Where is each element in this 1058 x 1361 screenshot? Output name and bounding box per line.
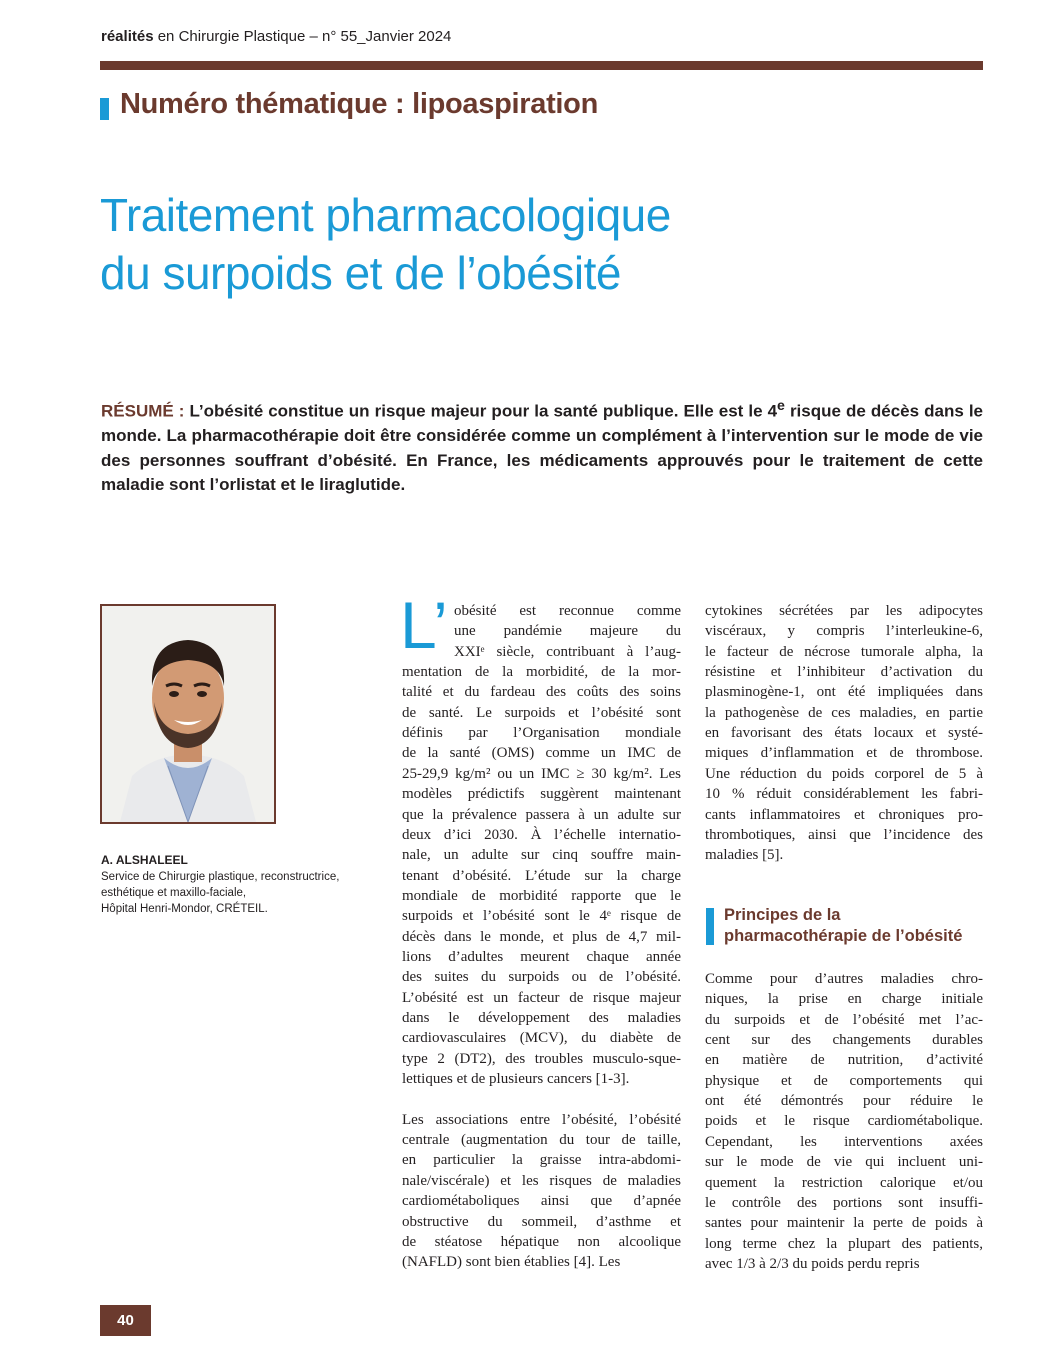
body-line: (NAFLD) sont bien établies [4]. Les <box>402 1254 621 1271</box>
body-line: XXIᵉ siècle, contribuant à l’aug- <box>454 643 681 660</box>
drop-cap: L’ <box>400 588 448 662</box>
body-line: mentation de la morbidité, de la mor- <box>402 664 681 681</box>
body-line: de santé. Le surpoids et l’obésité sont <box>402 704 681 721</box>
affiliation-line: esthétique et maxillo-faciale, <box>101 887 247 899</box>
subheading <box>724 905 962 947</box>
body-line: cardiométaboliques ainsi que d’apnée <box>402 1193 681 1210</box>
body-line: le contrôle des portions sont insuffi- <box>705 1194 983 1211</box>
journal-issue: en Chirurgie Plastique – n° 55_Janvier 2024 <box>153 28 452 45</box>
body-line: viscéraux, y compris l’interleukine-6, <box>705 623 983 640</box>
body-line: poids et le risque cardiométabolique. <box>705 1113 983 1130</box>
body-line: plasminogène-1, ont été impliquées dans <box>705 684 983 701</box>
body-line: centrale (augmentation du tour de taille, <box>402 1132 681 1149</box>
body-line: mondiale de morbidité rapporte que le <box>402 887 681 904</box>
body-line: décès dans le monde, et plus de 4,7 mil- <box>402 928 681 945</box>
body-line: long terme chez la plupart des patients, <box>705 1235 983 1252</box>
author-affiliation <box>101 869 371 917</box>
body-line: L’obésité est un facteur de risque majeur <box>402 989 681 1006</box>
body-line: cytokines sécrétées par les adipocytes <box>705 603 983 619</box>
subheading-marker <box>706 908 714 945</box>
page-number: 40 <box>100 1305 151 1336</box>
body-line: modèles prédictifs suggèrent maintenant <box>402 786 681 803</box>
body-line: cardiovasculaires (MCV), du diabète de <box>402 1030 681 1047</box>
body-line: deux d’ici 2030. À l’échelle internatio- <box>402 826 681 843</box>
body-line: nale/viscérale) et les risques de maladies <box>402 1172 681 1189</box>
body-line: que la prévalence passera à un adulte sur <box>402 806 681 823</box>
body-line: surpoids et l’obésité sont le 4ᵉ risque de <box>402 908 681 925</box>
body-line: définis par l’Organisation mondiale <box>402 725 681 742</box>
body-line: des suites du surpoids ou de l’obésité. <box>402 969 681 986</box>
author-portrait <box>100 604 276 824</box>
body-line: en favorisant des états locaux et systé- <box>705 725 983 742</box>
portrait-image <box>102 606 274 822</box>
body-line: obstructive du sommeil, d’asthme et <box>402 1213 681 1230</box>
abstract-sup: e <box>777 398 785 414</box>
body-line: type 2 (DT2), des troubles musculo-sque- <box>402 1050 681 1067</box>
body-line: une pandémie majeure du <box>454 623 681 640</box>
body-line: miques d’inflammation et de thrombose. <box>705 745 983 762</box>
running-header <box>101 28 983 45</box>
subheading-line-1: Principes de la <box>724 906 841 924</box>
section-marker <box>100 98 109 120</box>
body-line: nale, un adulte sur cinq souffre main- <box>402 847 681 864</box>
body-line: sur le mode de vie qui incluent uni- <box>705 1154 983 1171</box>
abstract-label: RÉSUMÉ : <box>101 401 185 421</box>
body-line: 25-29,9 kg/m² ou un IMC ≥ 30 kg/m². Les <box>402 765 681 782</box>
body-line: de stéatose hépatique non alcoolique <box>402 1233 681 1250</box>
author-name: A. ALSHALEEL <box>101 853 188 867</box>
body-line: physique et de comportements qui <box>705 1072 983 1089</box>
body-line: cants inflammatoires et chroniques pro- <box>705 806 983 823</box>
body-line: en matière de nutrition, d’activité <box>705 1052 983 1069</box>
body-line: Les associations entre l’obésité, l’obésité <box>402 1111 681 1128</box>
subheading-line-2: pharmacothérapie de l’obésité <box>724 927 963 945</box>
body-line: quement la restriction calorique et/ou <box>705 1174 983 1191</box>
section-label: Numéro thématique : lipoaspiration <box>120 88 599 120</box>
abstract-text-2: risque de décès dans le monde. La pharmacothérapie doit être considérée comme un complément à l’intervention sur le mode de vie des personnes souffrant d’obésité. En France, les médicaments approuvés pour le traitement de cette maladie sont l’orlistat et le liraglutide. <box>101 401 983 495</box>
body-line: dans le développement des maladies <box>402 1010 681 1026</box>
body-line: thrombotiques, ainsi que l’incidence des <box>705 826 983 843</box>
abstract-text-1: L’obésité constitue un risque majeur pour la santé publique. Elle est le 4 <box>184 401 778 421</box>
body-line: Comme pour d’autres maladies chro- <box>705 971 983 987</box>
body-line: niques, la prise en charge initiale <box>705 991 983 1008</box>
journal-brand: réalités <box>101 28 154 45</box>
body-line: lettiques et de plusieurs cancers [1-3]. <box>402 1071 630 1088</box>
body-line: le facteur de nécrose tumorale alpha, la <box>705 643 983 660</box>
body-line: obésité est reconnue comme <box>454 603 681 619</box>
body-line: maladies [5]. <box>705 847 784 864</box>
body-line: en particulier la graisse intra-abdomi- <box>402 1152 681 1169</box>
title-line-2: du surpoids et de l’obésité <box>100 247 621 299</box>
body-line: la pathogenèse de ces maladies, en partie <box>705 704 983 721</box>
body-line: avec 1/3 à 2/3 du poids perdu repris <box>705 1255 920 1272</box>
body-line: Une réduction du poids corporel de 5 à <box>705 765 983 782</box>
affiliation-line: Hôpital Henri-Mondor, CRÉTEIL. <box>101 903 268 915</box>
body-line: ont été démontrés pour réduire le <box>705 1093 983 1110</box>
body-line: talité et du fardeau des coûts des soins <box>402 684 681 701</box>
body-line: 10 % réduit considérablement les fabri- <box>705 786 983 803</box>
title-line-1: Traitement pharmacologique <box>100 189 671 241</box>
body-line: tenant d’obésité. L’étude sur la charge <box>402 867 681 884</box>
body-line: de la santé (OMS) comme un IMC de <box>402 745 681 762</box>
header-rule <box>100 61 983 70</box>
body-line: du surpoids et de l’obésité met l’ac- <box>705 1011 983 1028</box>
body-line: lions d’adultes meurent chaque année <box>402 948 681 965</box>
body-line: Cependant, les interventions axées <box>705 1133 983 1150</box>
abstract <box>101 394 983 498</box>
body-line: résistine et l’inhibiteur d’activation du <box>705 664 983 681</box>
affiliation-line: Service de Chirurgie plastique, reconstructrice, <box>101 871 340 883</box>
body-line: cent sur des changements durables <box>705 1032 983 1049</box>
body-line: santes pour maintenir la perte de poids à <box>705 1215 983 1232</box>
article-title <box>100 186 960 302</box>
